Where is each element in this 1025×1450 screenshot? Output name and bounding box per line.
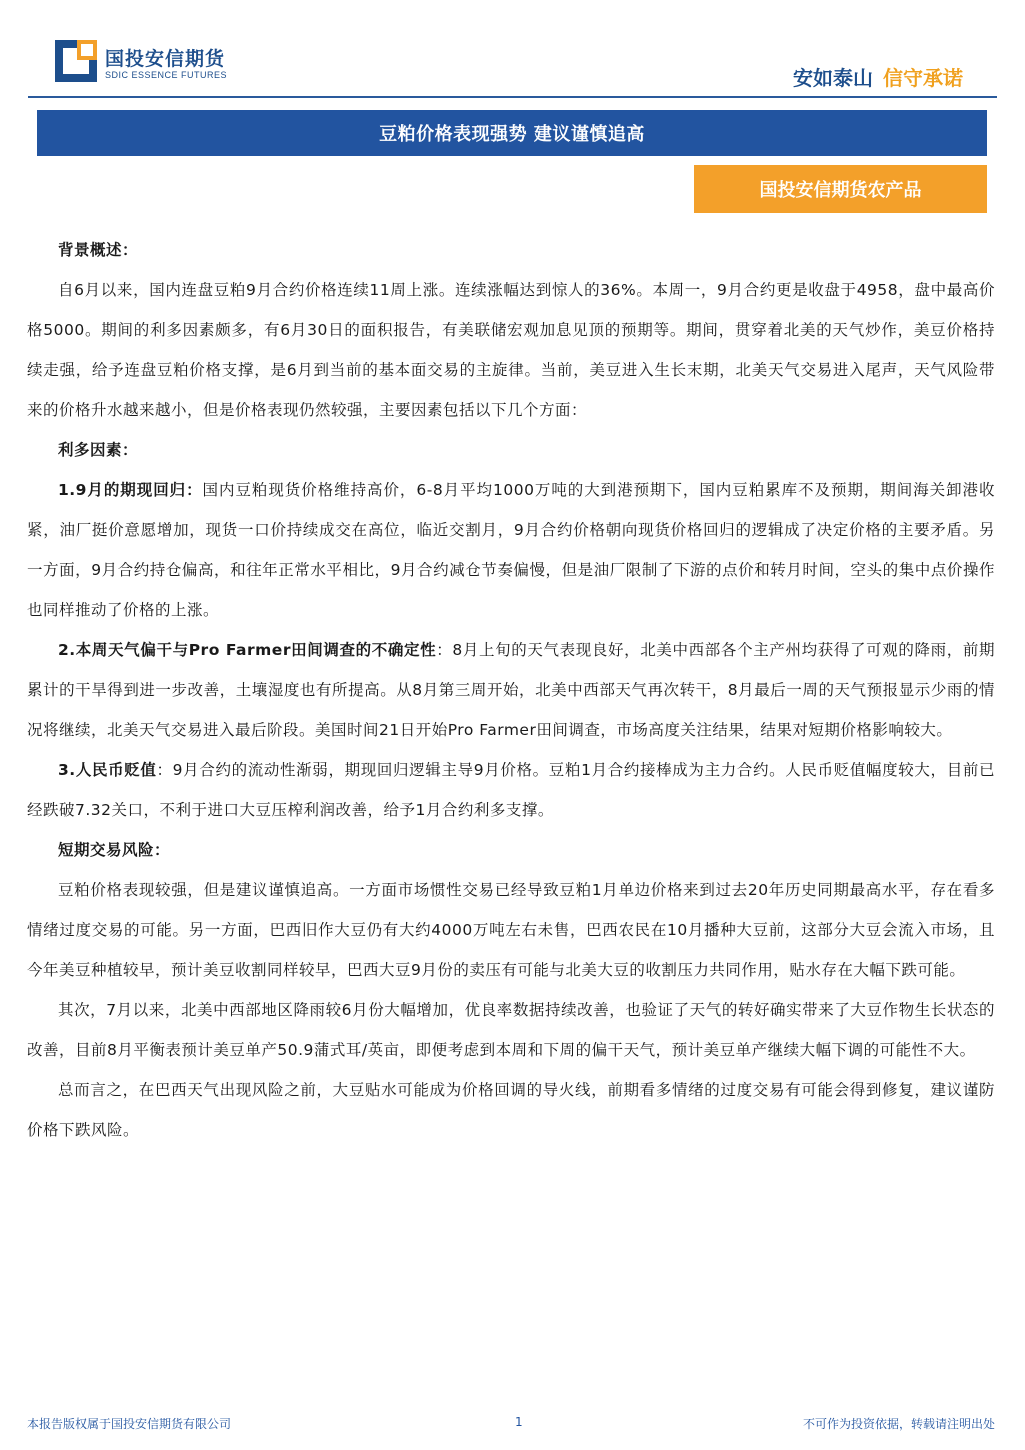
page-footer xyxy=(27,1415,995,1435)
logo-mark-icon xyxy=(55,40,97,82)
factor-1 xyxy=(27,470,995,630)
factor-1-text: 国内豆粕现货价格维持高价，6-8月平均1000万吨的大到港预期下，国内豆粕累库不及预期，期间海关卸港收紧，油厂挺价意愿增加，现货一口价持续成交在高位，临近交割月，9月合约价格朝向现货价格回归的逻辑成了决定价格的主要矛盾。另一方面，9月合约持仓偏高，和往年正常水平相比，9月合约减仓节奏偏慢，但是油厂限制了下游的点价和转月时间，空头的集中点价操作也同样推动了价格的上涨。 xyxy=(27,481,995,619)
logo-text-cn: 国投安信期货 xyxy=(105,48,226,70)
risk-paragraph-3: 总而言之，在巴西天气出现风险之前，大豆贴水可能成为价格回调的导火线，前期看多情绪的过度交易有可能会得到修复，建议谨防价格下跌风险。 xyxy=(27,1081,995,1139)
slogan-part1: 安如泰山 xyxy=(793,66,873,90)
page-number: 1 xyxy=(515,1415,523,1429)
company-logo xyxy=(55,40,245,90)
factor-2-text: ：8月上旬的天气表现良好，北美中西部各个主产州均获得了可观的降雨，前期累计的干旱得到进一步改善，土壤湿度也有所提高。从8月第三周开始，北美中西部天气再次转干，8月最后一周的天气预报显示少雨的情况将继续，北美天气交易进入最后阶段。美国时间21日开始Pro Farmer田间调查，市场高度关注结果，结果对短期价格影响较大。 xyxy=(27,641,995,739)
factor-3 xyxy=(27,750,995,830)
risk-heading: 短期交易风险： xyxy=(58,841,171,859)
report-tag: 国投安信期货农产品 xyxy=(694,165,987,213)
background-paragraph: 自6月以来，国内连盘豆粕9月合约价格连续11周上涨。连续涨幅达到惊人的36%。本周一，9月合约更是收盘于4958，盘中最高价格5000。期间的利多因素颇多，有6月30日的面积报告，有美联储宏观加息见顶的预期等。期间，贯穿着北美的天气炒作，美豆价格持续走强，给予连盘豆粕价格支撑，是6月到当前的基本面交易的主旋律。当前，美豆进入生长末期，北美天气交易进入尾声，天气风险带来的价格升水越来越小，但是价格表现仍然较强，主要因素包括以下几个方面： xyxy=(27,281,995,419)
logo-text-en: SDIC ESSENCE FUTURES xyxy=(105,70,228,80)
footer-copyright: 本报告版权属于国投安信期货有限公司 xyxy=(27,1417,232,1431)
bullish-heading: 利多因素： xyxy=(58,441,139,459)
risk-paragraph-2: 其次，7月以来，北美中西部地区降雨较6月份大幅增加，优良率数据持续改善，也验证了天气的转好确实带来了大豆作物生长状态的改善，目前8月平衡表预计美豆单产50.9蒲式耳/英亩，即便考虑到本周和下周的偏干天气，预计美豆单产继续大幅下调的可能性不大。 xyxy=(27,1001,995,1059)
header-divider xyxy=(28,96,997,98)
risk-paragraph-1: 豆粕价格表现较强，但是建议谨慎追高。一方面市场惯性交易已经导致豆粕1月单边价格来到过去20年历史同期最高水平，存在看多情绪过度交易的可能。另一方面，巴西旧作大豆仍有大约4000万吨左右未售，巴西农民在10月播种大豆前，这部分大豆会流入市场，且今年美豆种植较早，预计美豆收割同样较早，巴西大豆9月份的卖压有可能与北美大豆的收割压力共同作用，贴水存在大幅下跌可能。 xyxy=(27,881,995,979)
footer-disclaimer: 不可作为投资依据，转载请注明出处 xyxy=(802,1417,995,1431)
report-body xyxy=(27,230,995,1150)
background-heading: 背景概述： xyxy=(58,241,139,259)
factor-2 xyxy=(27,630,995,750)
slogan-part2: 信守承诺 xyxy=(883,66,963,90)
factor-2-title: 2.本周天气偏干与Pro Farmer田间调查的不确定性 xyxy=(58,641,437,659)
report-title: 豆粕价格表现强势 建议谨慎追高 xyxy=(37,110,987,156)
factor-1-title: 1.9月的期现回归： xyxy=(58,481,203,499)
factor-3-title: 3.人民币贬值 xyxy=(58,761,157,779)
slogan xyxy=(793,62,963,91)
factor-3-text: ：9月合约的流动性渐弱，期现回归逻辑主导9月价格。豆粕1月合约接棒成为主力合约。人民币贬值幅度较大，目前已经跌破7.32关口，不利于进口大豆压榨利润改善，给予1月合约利多支撑。 xyxy=(27,761,995,819)
